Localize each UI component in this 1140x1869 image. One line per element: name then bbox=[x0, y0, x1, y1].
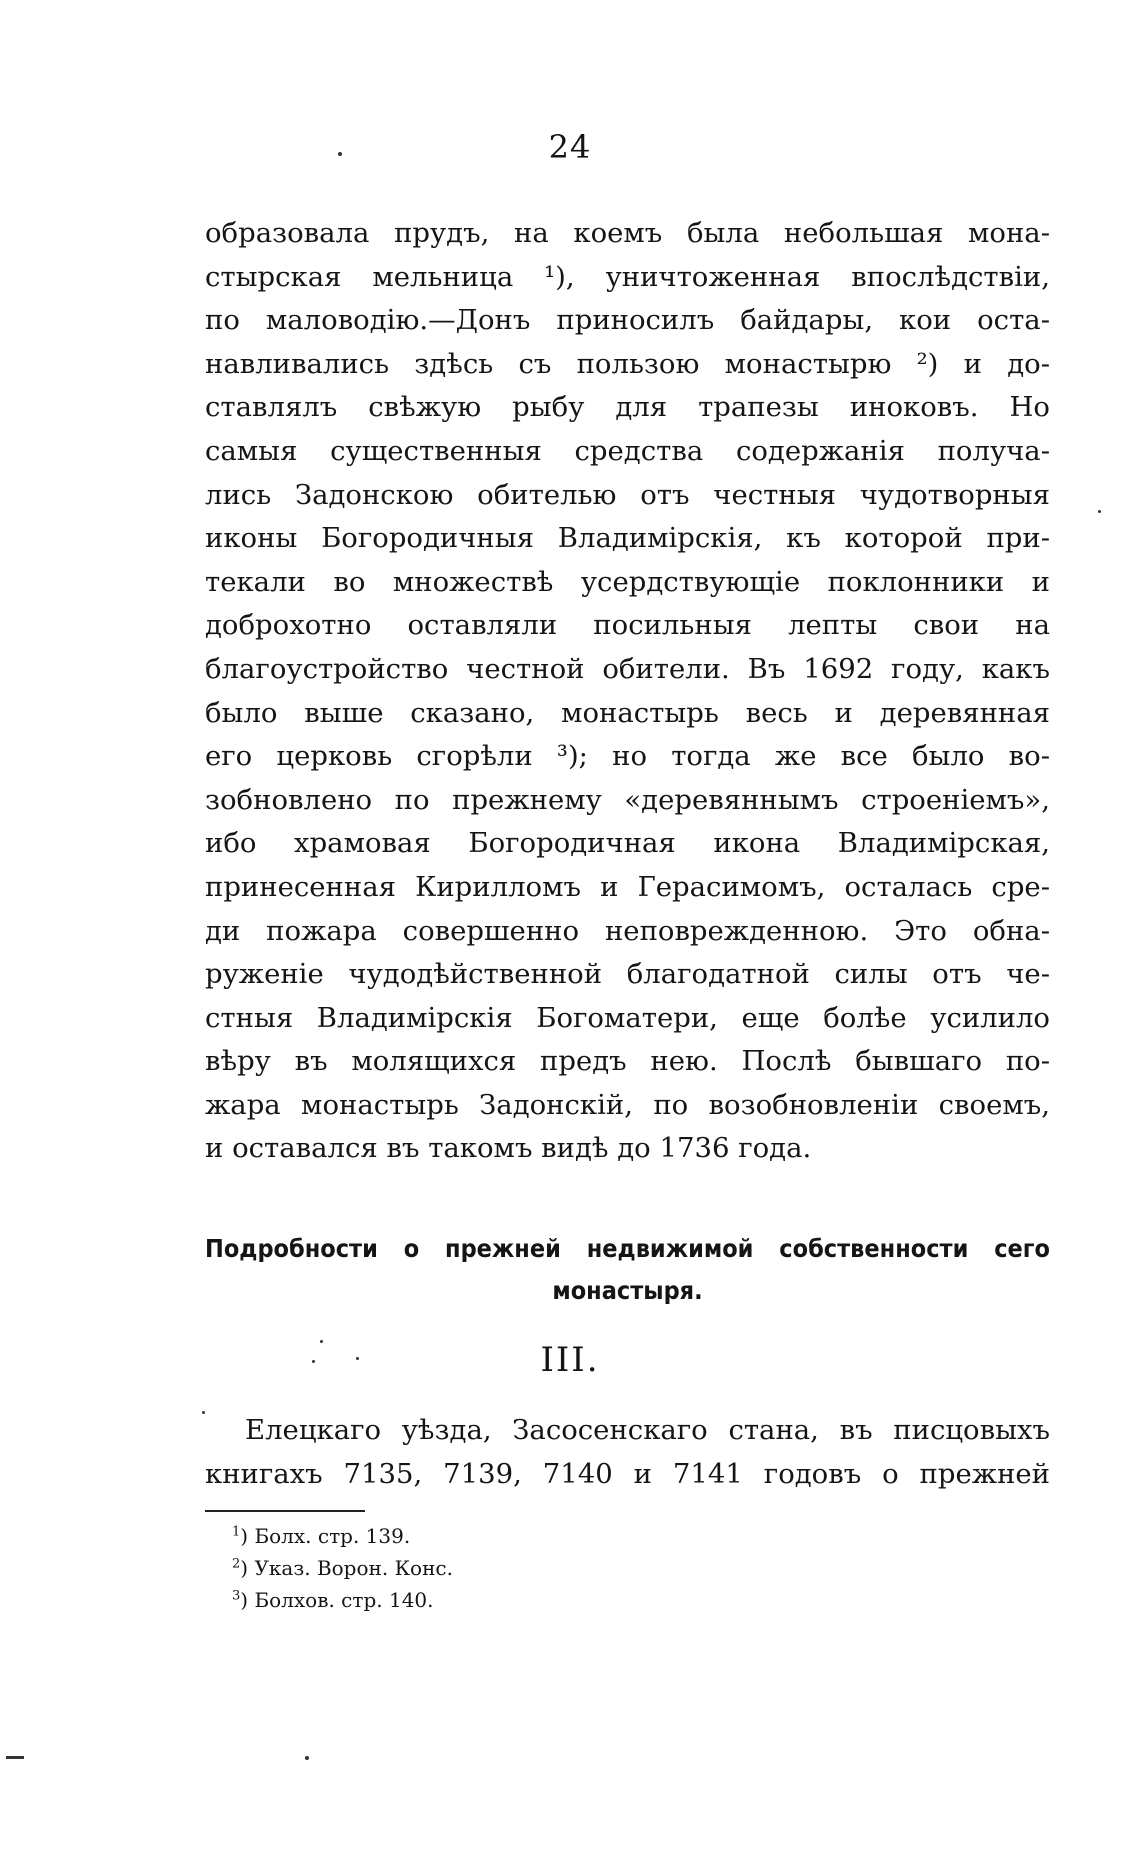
text-line: и оставался въ такомъ видѣ до 1736 года. bbox=[205, 1132, 812, 1165]
text-line: навливались здѣсь съ пользою монастырю ²) и до- bbox=[205, 347, 1050, 380]
section-heading-line: монастыря. bbox=[552, 1276, 703, 1305]
text-line: стныя Владимірскія Богоматери, еще болѣе усилило bbox=[205, 1001, 1050, 1034]
section-heading-line: Подробности о прежней недвижимой собственности сего bbox=[205, 1234, 1050, 1263]
footnote-text: ) Болхов. стр. 140. bbox=[240, 1588, 434, 1612]
text-line: книгахъ 7135, 7139, 7140 и 7141 годовъ о прежней bbox=[205, 1458, 1050, 1490]
scan-speck bbox=[312, 1360, 315, 1363]
text-line: было выше сказано, монастырь весь и деревянная bbox=[205, 696, 1050, 729]
footnote-text: ) Указ. Ворон. Конс. bbox=[240, 1556, 453, 1580]
scan-speck bbox=[305, 1756, 309, 1760]
text-line: его церковь сгорѣли ³); но тогда же все было во- bbox=[205, 740, 1050, 773]
text-line: Елецкаго уѣзда, Засосенскаго стана, въ писцовыхъ bbox=[245, 1414, 1050, 1446]
text-line: ди пожара совершенно неповрежденною. Это обна- bbox=[205, 914, 1050, 947]
text-line: руженіе чудодѣйственной благодатной силы отъ че- bbox=[205, 958, 1050, 991]
footnote bbox=[232, 1584, 932, 1616]
scan-speck bbox=[202, 1411, 205, 1414]
scan-speck bbox=[1098, 510, 1101, 513]
text-line: по маловодію.—Донъ приносилъ байдары, кои оста- bbox=[205, 304, 1050, 337]
section-heading bbox=[205, 1228, 1050, 1312]
second-paragraph bbox=[205, 1408, 1050, 1496]
main-paragraph bbox=[205, 212, 1050, 1171]
footnote-text: ) Болх. стр. 139. bbox=[240, 1524, 411, 1548]
text-line: вѣру въ молящихся предъ нею. Послѣ бывшаго по- bbox=[205, 1045, 1050, 1078]
text-line: текали во множествѣ усердствующіе поклонники и bbox=[205, 565, 1050, 598]
text-line: доброхотно оставляли посильныя лепты свои на bbox=[205, 609, 1050, 642]
scan-speck bbox=[320, 1340, 323, 1343]
text-line: лись Задонскою обителью отъ честныя чудотворныя bbox=[205, 478, 1050, 511]
footnote-mark: 1 bbox=[232, 1524, 241, 1540]
text-line: самыя существенныя средства содержанія получа- bbox=[205, 434, 1050, 467]
page-number: 24 bbox=[548, 128, 592, 166]
text-line: иконы Богородичныя Владимірскія, къ которой при- bbox=[205, 522, 1050, 555]
scan-speck bbox=[338, 152, 342, 156]
text-line: образовала прудъ, на коемъ была небольшая мона- bbox=[205, 217, 1050, 249]
text-line: благоустройство честной обители. Въ 1692 году, какъ bbox=[205, 652, 1050, 685]
text-line: ставлялъ свѣжую рыбу для трапезы иноковъ. Но bbox=[205, 391, 1050, 424]
footnote-mark: 3 bbox=[232, 1588, 241, 1604]
footnote bbox=[232, 1552, 932, 1584]
text-line: стырская мельница ¹), уничтоженная впослѣдствіи, bbox=[205, 260, 1050, 293]
text-line: ибо храмовая Богородичная икона Владимірская, bbox=[205, 827, 1050, 860]
footnote bbox=[232, 1520, 932, 1552]
footnotes bbox=[232, 1520, 932, 1616]
text-line: зобновлено по прежнему «деревяннымъ строеніемъ», bbox=[205, 783, 1050, 816]
footnote-mark: 2 bbox=[232, 1556, 241, 1572]
footnote-separator bbox=[205, 1510, 365, 1512]
scan-speck bbox=[6, 1756, 24, 1759]
scan-speck bbox=[356, 1357, 359, 1360]
text-line: жара монастырь Задонскій, по возобновленіи своемъ, bbox=[205, 1088, 1050, 1121]
text-line: принесенная Кирилломъ и Герасимомъ, осталась сре- bbox=[205, 870, 1050, 903]
section-number: III. bbox=[540, 1340, 600, 1380]
